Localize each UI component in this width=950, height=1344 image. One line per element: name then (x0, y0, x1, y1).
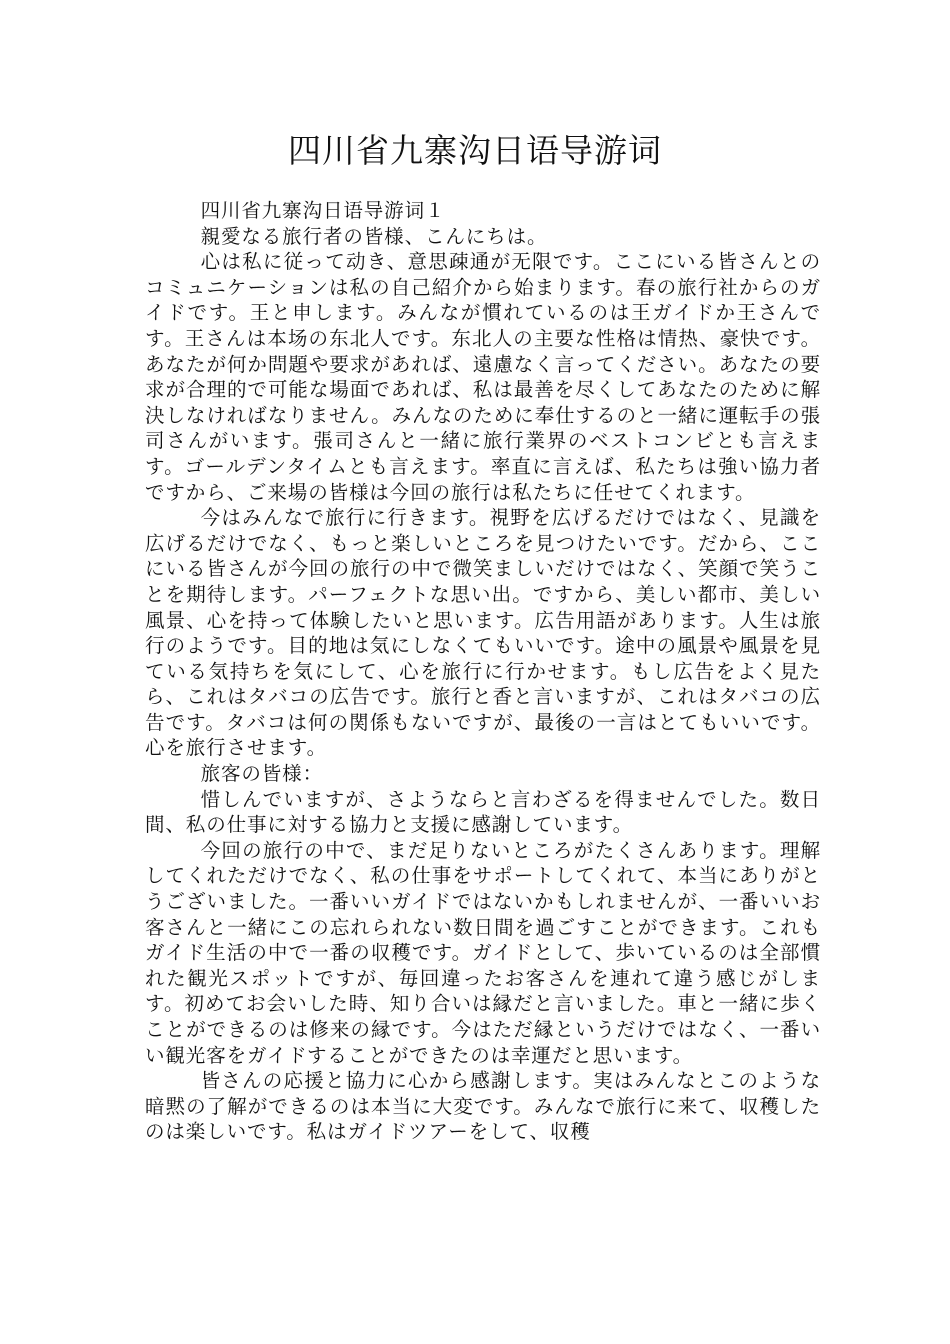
greeting-paragraph: 親愛なる旅行者の皆様、こんにちは。 (200, 224, 548, 248)
body-paragraph: 心は私に従って动き、意思疎通が无限です。ここにいる皆さんとのコミュニケーションは私の自己紹介から始まります。春の旅行社からのガイドです。王と申します。みんなが慣れているのは王ガイドか王さんです。王さんは本场の东北人です。东北人の主要な性格は情热、豪快です。あなたが何か問題や要求があれば、遠慮なく言ってください。あなたの要求が合理的で可能な場面であれば、私は最善を尽くしてあなたのために解決しなければなりません。みんなのために奉仕するのと一緒に運転手の張司さんがいます。張司さんと一緒に旅行業界のベストコンビとも言えます。ゴールデンタイムとも言えます。率直に言えば、私たちは強い協力者ですから、ご来場の皆様は今回の旅行は私たちに任せてくれます。 (145, 250, 821, 504)
subtitle-paragraph: 四川省九寨沟日语导游词１ (200, 199, 446, 222)
body-paragraph: 今はみんなで旅行に行きます。視野を広げるだけではなく、見識を広げるだけでなく、もっと楽しいところを見つけたいです。だから、ここにいる皆さんが今回の旅行の中で微笑ましいだけではなく、笑顔で笑うことを期待します。パーフェクトな思い出。ですから、美しい都市、美しい風景、心を持って体験したいと思います。広告用語があります。人生は旅行のようです。目的地は気にしなくてもいいです。途中の風景や風景を見ている気持ちを気にして、心を旅行に行かせます。もし広告をよく見たら、これはタバコの広告です。旅行と香と言いますが、これはタバコの広告です。タバコは何の関係もないですが、最後の一言はとてもいいです。心を旅行させます。 (145, 506, 821, 760)
salutation-paragraph: 旅客の皆様： (200, 762, 323, 786)
body-paragraph: 今回の旅行の中で、まだ足りないところがたくさんあります。理解してくれただけでなく、私の仕事をサポートしてくれて、本当にありがとうございました。一番いいガイドではないかもしれませんが、一番いいお客さんと一緒にこの忘れられない数日間を過ごすことができます。これもガイド生活の中で一番の収穫です。ガイドとして、歩いているのは全部慣れた観光スポットですが、毎回違ったお客さんを連れて違う感じがします。初めてお会いした時、知り合いは縁だと言いました。車と一緒に歩くことができるのは修来の縁です。今はただ縁というだけではなく、一番いい観光客をガイドすることができたのは幸運だと思います。 (145, 838, 821, 1067)
document-body (145, 198, 821, 1145)
body-paragraph: 惜しんでいますが、さようならと言わざるを得ませんでした。数日間、私の仕事に対する協力と支援に感謝しています。 (145, 787, 821, 837)
document-title: 四川省九寨沟日语导游词 (288, 131, 662, 170)
body-paragraph: 皆さんの応援と協力に心から感謝します。実はみんなとこのような暗黙の了解ができるのは本当に大変です。みんなで旅行に来て、収穫したのは楽しいです。私はガイドツアーをして、収穫 (145, 1069, 821, 1144)
